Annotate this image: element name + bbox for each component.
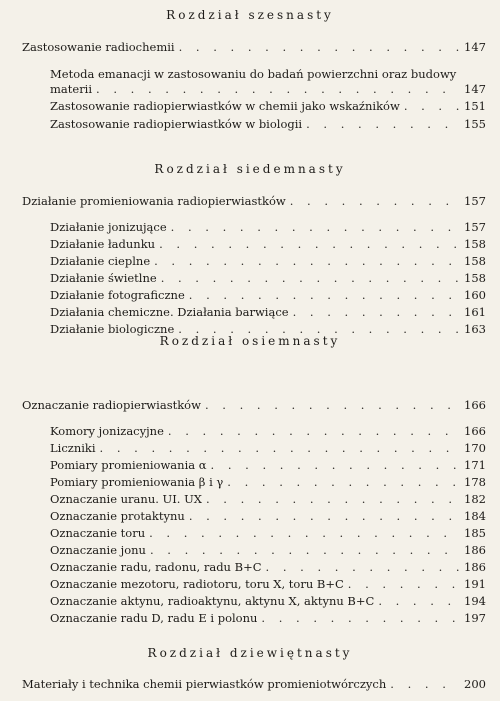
toc-entry-main	[22, 194, 486, 208]
leader-dots	[306, 117, 460, 131]
entry-label: Materiały i technika chemii pierwiastków promieniotwórczych	[22, 677, 387, 691]
entry-label: materii	[50, 82, 93, 96]
entry-page: 186	[464, 543, 486, 557]
leader-dots	[168, 424, 460, 438]
entry-page: 185	[464, 526, 486, 540]
leader-dots	[189, 288, 460, 302]
entry-page: 186	[464, 560, 486, 574]
toc-entry	[50, 237, 486, 251]
entry-label: Oznaczanie aktynu, radioaktynu, aktynu X, aktynu B+C	[50, 594, 375, 608]
entry-label: Zastosowanie radiochemii	[22, 40, 175, 54]
entry-label: Działanie ładunku	[50, 237, 156, 251]
entry-page: 147	[464, 40, 486, 54]
entry-page: 178	[464, 475, 486, 489]
entry-label: Oznaczanie jonu	[50, 543, 146, 557]
leader-dots	[266, 560, 460, 574]
entry-label: Działanie fotograficzne	[50, 288, 185, 302]
entry-page: 194	[464, 594, 486, 608]
entry-label: Działanie jonizujące	[50, 220, 167, 234]
entry-page: 151	[464, 99, 486, 113]
entry-page: 158	[464, 237, 486, 251]
entry-page: 166	[464, 424, 486, 438]
toc-entry	[50, 543, 486, 557]
toc-entry	[50, 288, 486, 302]
toc-entry	[50, 117, 486, 131]
entry-label: Zastosowanie radiopierwiastków w chemii jako wskaźników	[50, 99, 400, 113]
entry-label: Oznaczanie toru	[50, 526, 146, 540]
entry-label: Liczniki	[50, 441, 96, 455]
leader-dots	[96, 82, 460, 96]
entry-label: Oznaczanie uranu. UI. UX	[50, 492, 202, 506]
toc-entry	[50, 492, 486, 506]
entry-page: 155	[464, 117, 486, 131]
entry-label: Pomiary promieniowania α	[50, 458, 207, 472]
toc-entry	[50, 560, 486, 574]
leader-dots	[150, 543, 460, 557]
toc-entry	[50, 475, 486, 489]
leader-dots	[179, 40, 460, 54]
toc-entry-main	[22, 677, 486, 691]
leader-dots	[161, 271, 460, 285]
leader-dots	[149, 526, 460, 540]
entry-label: Działanie świetlne	[50, 271, 157, 285]
toc-entry	[50, 594, 486, 608]
toc-entry	[50, 82, 486, 96]
entry-label: Oznaczanie radiopierwiastków	[22, 398, 201, 412]
toc-entry	[50, 458, 486, 472]
entry-page: 166	[464, 398, 486, 412]
entry-label: Działanie promieniowania radiopierwiastków	[22, 194, 286, 208]
leader-dots	[378, 594, 460, 608]
toc-entry	[50, 220, 486, 234]
leader-dots	[171, 220, 460, 234]
chapter-heading: Rozdział dziewiętnasty	[147, 646, 353, 660]
entry-page: 182	[464, 492, 486, 506]
toc-entry	[50, 271, 486, 285]
leader-dots	[100, 441, 460, 455]
toc-entry-main	[22, 398, 486, 412]
entry-page: 191	[464, 577, 486, 591]
entry-page: 197	[464, 611, 486, 625]
entry-label: Komory jonizacyjne	[50, 424, 164, 438]
leader-dots	[404, 99, 460, 113]
leader-dots	[159, 237, 460, 251]
entry-page: 200	[464, 677, 486, 691]
entry-page: 147	[464, 82, 486, 96]
leader-dots	[189, 509, 460, 523]
entry-label: Zastosowanie radiopierwiastków w biologii	[50, 117, 303, 131]
toc-entry	[50, 305, 486, 319]
leader-dots	[290, 194, 460, 208]
toc-entry	[50, 577, 486, 591]
leader-dots	[205, 398, 460, 412]
leader-dots	[206, 492, 460, 506]
entry-page: 157	[464, 194, 486, 208]
leader-dots	[154, 254, 460, 268]
entry-page: 171	[464, 458, 486, 472]
entry-label: Oznaczanie protaktynu	[50, 509, 185, 523]
leader-dots	[390, 677, 460, 691]
entry-label: Oznaczanie radu D, radu E i polonu	[50, 611, 258, 625]
chapter-heading: Rozdział osiemnasty	[159, 334, 341, 348]
toc-entry	[50, 99, 486, 113]
leader-dots	[261, 611, 460, 625]
entry-page: 163	[464, 322, 486, 336]
toc-entry	[50, 526, 486, 540]
chapter-heading: Rozdział siedemnasty	[154, 162, 346, 176]
entry-label: Działania chemiczne. Działania barwiące	[50, 305, 289, 319]
entry-page: 160	[464, 288, 486, 302]
chapter-heading: Rozdział szesnasty	[166, 8, 334, 22]
entry-label: Oznaczanie mezotoru, radiotoru, toru X, toru B+C	[50, 577, 344, 591]
entry-page: 170	[464, 441, 486, 455]
entry-label: Oznaczanie radu, radonu, radu B+C	[50, 560, 262, 574]
entry-label: Działanie cieplne	[50, 254, 151, 268]
leader-dots	[211, 458, 460, 472]
leader-dots	[348, 577, 460, 591]
entry-page: 158	[464, 254, 486, 268]
entry-label-line1: Metoda emanacji w zastosowaniu do badań powierzchni oraz budowy	[50, 67, 457, 81]
toc-entry	[50, 424, 486, 438]
entry-page: 157	[464, 220, 486, 234]
entry-page: 184	[464, 509, 486, 523]
leader-dots	[227, 475, 460, 489]
toc-entry-main	[22, 40, 486, 54]
entry-page: 161	[464, 305, 486, 319]
toc-entry	[50, 509, 486, 523]
toc-entry	[50, 441, 486, 455]
leader-dots	[293, 305, 460, 319]
toc-entry	[50, 611, 486, 625]
entry-page: 158	[464, 271, 486, 285]
entry-label: Działanie biologiczne	[50, 322, 175, 336]
entry-label: Pomiary promieniowania β i γ	[50, 475, 224, 489]
toc-entry	[50, 254, 486, 268]
